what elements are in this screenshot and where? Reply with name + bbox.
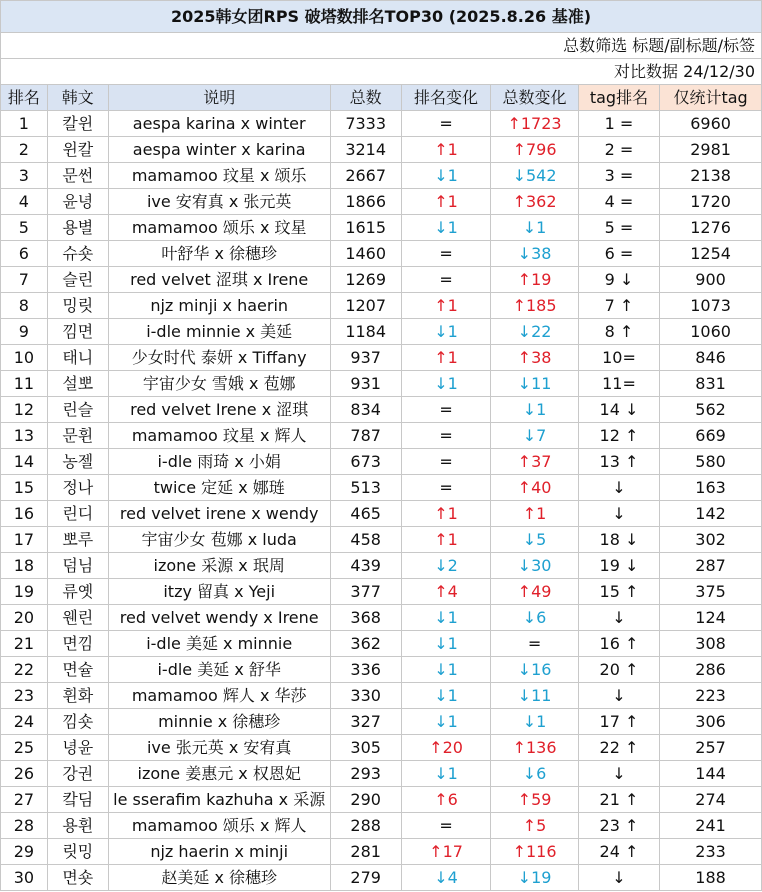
compare-note-row <box>1 59 762 85</box>
header-korean: 韩文 <box>47 85 108 111</box>
cell-rank-change: ↑4 <box>401 579 491 605</box>
cell-rank-change: ↑1 <box>401 293 491 319</box>
cell-rank: 23 <box>1 683 48 709</box>
cell-total: 1460 <box>330 241 401 267</box>
cell-tag-only: 1060 <box>660 319 762 345</box>
table-row <box>1 267 762 293</box>
cell-tag-rank: ↓ <box>578 501 659 527</box>
cell-total: 458 <box>330 527 401 553</box>
cell-rank-change: ↑1 <box>401 345 491 371</box>
cell-korean: 문썬 <box>47 163 108 189</box>
table-row <box>1 189 762 215</box>
cell-description: i-dle 雨琦 x 小娟 <box>108 449 330 475</box>
cell-rank: 11 <box>1 371 48 397</box>
table-row <box>1 371 762 397</box>
cell-description: 叶舒华 x 徐穗珍 <box>108 241 330 267</box>
cell-rank-change: = <box>401 241 491 267</box>
table-row <box>1 397 762 423</box>
table-row <box>1 657 762 683</box>
cell-rank-change: ↑17 <box>401 839 491 865</box>
cell-korean: 정나 <box>47 475 108 501</box>
cell-tag-only: 142 <box>660 501 762 527</box>
cell-total-change: ↓6 <box>491 761 578 787</box>
cell-total: 336 <box>330 657 401 683</box>
cell-tag-rank: 21 ↑ <box>578 787 659 813</box>
cell-rank: 3 <box>1 163 48 189</box>
cell-description: aespa karina x winter <box>108 111 330 137</box>
table-row <box>1 605 762 631</box>
cell-korean: 용별 <box>47 215 108 241</box>
cell-total-change: ↓1 <box>491 215 578 241</box>
cell-total-change: ↓7 <box>491 423 578 449</box>
cell-rank: 30 <box>1 865 48 891</box>
cell-tag-only: 241 <box>660 813 762 839</box>
cell-tag-rank: 20 ↑ <box>578 657 659 683</box>
cell-rank: 19 <box>1 579 48 605</box>
cell-tag-rank: 10= <box>578 345 659 371</box>
cell-tag-rank: ↓ <box>578 865 659 891</box>
cell-total-change: ↑796 <box>491 137 578 163</box>
cell-total: 377 <box>330 579 401 605</box>
filter-note-row <box>1 33 762 59</box>
cell-korean: 슬린 <box>47 267 108 293</box>
cell-total-change: ↑49 <box>491 579 578 605</box>
cell-rank: 28 <box>1 813 48 839</box>
cell-total: 834 <box>330 397 401 423</box>
cell-description: mamamoo 玟星 x 辉人 <box>108 423 330 449</box>
cell-rank-change: ↑20 <box>401 735 491 761</box>
cell-korean: 설뽀 <box>47 371 108 397</box>
cell-tag-rank: 18 ↓ <box>578 527 659 553</box>
cell-rank: 15 <box>1 475 48 501</box>
cell-total: 3214 <box>330 137 401 163</box>
table-row <box>1 137 762 163</box>
cell-tag-only: 287 <box>660 553 762 579</box>
cell-total: 937 <box>330 345 401 371</box>
cell-rank: 16 <box>1 501 48 527</box>
cell-korean: 태니 <box>47 345 108 371</box>
cell-tag-only: 6960 <box>660 111 762 137</box>
cell-rank: 22 <box>1 657 48 683</box>
header-rank-change: 排名变化 <box>401 85 491 111</box>
cell-rank: 5 <box>1 215 48 241</box>
cell-total-change: ↑116 <box>491 839 578 865</box>
table-row <box>1 735 762 761</box>
cell-rank-change: = <box>401 267 491 293</box>
cell-korean: 린디 <box>47 501 108 527</box>
cell-rank: 6 <box>1 241 48 267</box>
table-row <box>1 501 762 527</box>
cell-total-change: ↑136 <box>491 735 578 761</box>
header-tag-only: 仅统计tag <box>660 85 762 111</box>
cell-total: 1866 <box>330 189 401 215</box>
cell-rank-change: = <box>401 449 491 475</box>
cell-tag-rank: 14 ↓ <box>578 397 659 423</box>
cell-korean: 면슐 <box>47 657 108 683</box>
cell-description: ive 张元英 x 安宥真 <box>108 735 330 761</box>
cell-total: 290 <box>330 787 401 813</box>
cell-total-change: ↑38 <box>491 345 578 371</box>
cell-total-change: ↓16 <box>491 657 578 683</box>
cell-tag-rank: 5 = <box>578 215 659 241</box>
cell-tag-only: 375 <box>660 579 762 605</box>
cell-total: 1184 <box>330 319 401 345</box>
cell-rank-change: = <box>401 111 491 137</box>
cell-korean: 낌숏 <box>47 709 108 735</box>
cell-total-change: ↑362 <box>491 189 578 215</box>
table-row <box>1 839 762 865</box>
table-row <box>1 293 762 319</box>
cell-tag-only: 846 <box>660 345 762 371</box>
cell-description: red velvet 涩琪 x Irene <box>108 267 330 293</box>
cell-tag-rank: 13 ↑ <box>578 449 659 475</box>
cell-tag-only: 1276 <box>660 215 762 241</box>
cell-korean: 윤녕 <box>47 189 108 215</box>
cell-description: aespa winter x karina <box>108 137 330 163</box>
cell-description: red velvet Irene x 涩琪 <box>108 397 330 423</box>
cell-total: 7333 <box>330 111 401 137</box>
cell-total: 281 <box>330 839 401 865</box>
cell-korean: 슈숏 <box>47 241 108 267</box>
cell-total-change: ↑1 <box>491 501 578 527</box>
cell-description: mamamoo 颂乐 x 玟星 <box>108 215 330 241</box>
cell-korean: 밍릿 <box>47 293 108 319</box>
cell-tag-rank: 4 = <box>578 189 659 215</box>
cell-rank: 2 <box>1 137 48 163</box>
table-row <box>1 813 762 839</box>
cell-tag-only: 274 <box>660 787 762 813</box>
cell-total-change: ↓38 <box>491 241 578 267</box>
cell-rank-change: ↑6 <box>401 787 491 813</box>
table-row <box>1 683 762 709</box>
table-row <box>1 709 762 735</box>
cell-korean: 강권 <box>47 761 108 787</box>
cell-tag-only: 308 <box>660 631 762 657</box>
cell-korean: 덤님 <box>47 553 108 579</box>
header-rank: 排名 <box>1 85 48 111</box>
cell-tag-only: 580 <box>660 449 762 475</box>
cell-tag-rank: 6 = <box>578 241 659 267</box>
cell-total-change: ↓19 <box>491 865 578 891</box>
cell-description: twice 定延 x 娜琏 <box>108 475 330 501</box>
cell-total: 513 <box>330 475 401 501</box>
cell-description: i-dle 美延 x minnie <box>108 631 330 657</box>
cell-rank: 17 <box>1 527 48 553</box>
cell-rank: 26 <box>1 761 48 787</box>
cell-rank: 14 <box>1 449 48 475</box>
cell-tag-rank: 19 ↓ <box>578 553 659 579</box>
cell-tag-rank: 9 ↓ <box>578 267 659 293</box>
cell-korean: 문휜 <box>47 423 108 449</box>
cell-total-change: ↑1723 <box>491 111 578 137</box>
cell-rank: 7 <box>1 267 48 293</box>
cell-tag-only: 188 <box>660 865 762 891</box>
table-row <box>1 111 762 137</box>
cell-total: 931 <box>330 371 401 397</box>
table-row <box>1 215 762 241</box>
cell-tag-only: 2138 <box>660 163 762 189</box>
cell-total-change: ↓1 <box>491 709 578 735</box>
cell-tag-rank: 24 ↑ <box>578 839 659 865</box>
cell-total-change: ↑19 <box>491 267 578 293</box>
cell-rank: 18 <box>1 553 48 579</box>
table-row <box>1 423 762 449</box>
cell-total: 1207 <box>330 293 401 319</box>
cell-total-change: = <box>491 631 578 657</box>
cell-description: red velvet irene x wendy <box>108 501 330 527</box>
cell-tag-rank: 22 ↑ <box>578 735 659 761</box>
cell-total-change: ↓11 <box>491 683 578 709</box>
cell-tag-only: 1720 <box>660 189 762 215</box>
table-row <box>1 345 762 371</box>
cell-tag-rank: 12 ↑ <box>578 423 659 449</box>
cell-total: 787 <box>330 423 401 449</box>
table-row <box>1 579 762 605</box>
table-row <box>1 163 762 189</box>
table-row <box>1 475 762 501</box>
cell-total: 439 <box>330 553 401 579</box>
cell-total-change: ↓30 <box>491 553 578 579</box>
cell-description: izone 采源 x 珉周 <box>108 553 330 579</box>
cell-tag-rank: 11= <box>578 371 659 397</box>
cell-korean: 뽀루 <box>47 527 108 553</box>
cell-total: 1615 <box>330 215 401 241</box>
cell-rank-change: ↑1 <box>401 137 491 163</box>
cell-description: itzy 留真 x Yeji <box>108 579 330 605</box>
cell-total: 673 <box>330 449 401 475</box>
cell-rank: 24 <box>1 709 48 735</box>
cell-rank-change: ↓1 <box>401 761 491 787</box>
cell-description: njz haerin x minji <box>108 839 330 865</box>
header-total-change: 总数变化 <box>491 85 578 111</box>
cell-total-change: ↑5 <box>491 813 578 839</box>
cell-total-change: ↓5 <box>491 527 578 553</box>
cell-description: 少女时代 泰妍 x Tiffany <box>108 345 330 371</box>
cell-description: 赵美延 x 徐穗珍 <box>108 865 330 891</box>
cell-total-change: ↓542 <box>491 163 578 189</box>
cell-tag-rank: 1 = <box>578 111 659 137</box>
table-row <box>1 865 762 891</box>
cell-korean: 휜화 <box>47 683 108 709</box>
cell-tag-rank: 17 ↑ <box>578 709 659 735</box>
cell-tag-rank: 2 = <box>578 137 659 163</box>
cell-korean: 린슬 <box>47 397 108 423</box>
cell-tag-only: 233 <box>660 839 762 865</box>
cell-korean: 낌면 <box>47 319 108 345</box>
cell-rank: 25 <box>1 735 48 761</box>
cell-total-change: ↓11 <box>491 371 578 397</box>
cell-tag-only: 163 <box>660 475 762 501</box>
cell-tag-rank: ↓ <box>578 475 659 501</box>
table-row <box>1 319 762 345</box>
cell-total-change: ↑40 <box>491 475 578 501</box>
cell-rank-change: ↓1 <box>401 657 491 683</box>
table-row <box>1 527 762 553</box>
cell-rank: 1 <box>1 111 48 137</box>
cell-tag-only: 2981 <box>660 137 762 163</box>
cell-total: 305 <box>330 735 401 761</box>
header-total: 总数 <box>330 85 401 111</box>
cell-total: 368 <box>330 605 401 631</box>
table-row <box>1 631 762 657</box>
cell-rank: 27 <box>1 787 48 813</box>
cell-korean: 녕윤 <box>47 735 108 761</box>
cell-tag-only: 124 <box>660 605 762 631</box>
cell-rank-change: ↓1 <box>401 683 491 709</box>
cell-total-change: ↓22 <box>491 319 578 345</box>
cell-tag-rank: ↓ <box>578 683 659 709</box>
cell-total-change: ↑37 <box>491 449 578 475</box>
cell-description: mamamoo 辉人 x 华莎 <box>108 683 330 709</box>
cell-total: 1269 <box>330 267 401 293</box>
cell-description: mamamoo 玟星 x 颂乐 <box>108 163 330 189</box>
cell-korean: 면숏 <box>47 865 108 891</box>
cell-total: 2667 <box>330 163 401 189</box>
cell-korean: 칼윈 <box>47 111 108 137</box>
cell-korean: 윈칼 <box>47 137 108 163</box>
cell-korean: 캌딤 <box>47 787 108 813</box>
cell-description: le sserafim kazhuha x 采源 <box>108 787 330 813</box>
cell-description: i-dle 美延 x 舒华 <box>108 657 330 683</box>
table-row <box>1 241 762 267</box>
cell-tag-only: 286 <box>660 657 762 683</box>
cell-korean: 농젤 <box>47 449 108 475</box>
cell-tag-only: 1254 <box>660 241 762 267</box>
table-row <box>1 553 762 579</box>
cell-rank-change: ↑1 <box>401 527 491 553</box>
cell-rank-change: ↓1 <box>401 319 491 345</box>
table-row <box>1 761 762 787</box>
cell-total: 362 <box>330 631 401 657</box>
compare-note: 对比数据 24/12/30 <box>1 59 762 85</box>
cell-description: njz minji x haerin <box>108 293 330 319</box>
cell-tag-only: 669 <box>660 423 762 449</box>
cell-rank-change: ↓1 <box>401 605 491 631</box>
cell-rank-change: ↓1 <box>401 709 491 735</box>
cell-total: 330 <box>330 683 401 709</box>
table-row <box>1 449 762 475</box>
cell-tag-rank: 15 ↑ <box>578 579 659 605</box>
filter-note: 总数筛选 标题/副标题/标签 <box>1 33 762 59</box>
cell-total: 279 <box>330 865 401 891</box>
cell-tag-rank: 3 = <box>578 163 659 189</box>
cell-total: 293 <box>330 761 401 787</box>
cell-rank: 4 <box>1 189 48 215</box>
cell-rank-change: ↑1 <box>401 189 491 215</box>
cell-rank-change: ↓4 <box>401 865 491 891</box>
cell-tag-only: 562 <box>660 397 762 423</box>
cell-total-change: ↓6 <box>491 605 578 631</box>
cell-rank: 29 <box>1 839 48 865</box>
cell-rank: 10 <box>1 345 48 371</box>
cell-total: 465 <box>330 501 401 527</box>
cell-rank-change: ↓1 <box>401 215 491 241</box>
cell-rank: 13 <box>1 423 48 449</box>
cell-description: red velvet wendy x Irene <box>108 605 330 631</box>
cell-tag-rank: 7 ↑ <box>578 293 659 319</box>
cell-korean: 웬린 <box>47 605 108 631</box>
cell-rank-change: = <box>401 475 491 501</box>
cell-description: i-dle minnie x 美延 <box>108 319 330 345</box>
cell-total-change: ↑185 <box>491 293 578 319</box>
cell-tag-rank: ↓ <box>578 605 659 631</box>
header-description: 说明 <box>108 85 330 111</box>
cell-description: izone 姜惠元 x 权恩妃 <box>108 761 330 787</box>
cell-rank: 20 <box>1 605 48 631</box>
cell-description: ive 安宥真 x 张元英 <box>108 189 330 215</box>
cell-rank: 21 <box>1 631 48 657</box>
cell-tag-only: 302 <box>660 527 762 553</box>
cell-korean: 류옛 <box>47 579 108 605</box>
cell-description: 宇宙少女 苞娜 x luda <box>108 527 330 553</box>
cell-rank-change: ↓1 <box>401 371 491 397</box>
cell-korean: 면낌 <box>47 631 108 657</box>
header-tag-rank: tag排名 <box>578 85 659 111</box>
cell-korean: 릿밍 <box>47 839 108 865</box>
cell-total: 327 <box>330 709 401 735</box>
cell-tag-rank: 16 ↑ <box>578 631 659 657</box>
cell-tag-only: 257 <box>660 735 762 761</box>
cell-tag-only: 900 <box>660 267 762 293</box>
cell-tag-only: 223 <box>660 683 762 709</box>
header-row <box>1 85 762 111</box>
cell-total: 288 <box>330 813 401 839</box>
cell-tag-only: 144 <box>660 761 762 787</box>
cell-description: 宇宙少女 雪娥 x 苞娜 <box>108 371 330 397</box>
cell-total-change: ↓1 <box>491 397 578 423</box>
cell-rank: 8 <box>1 293 48 319</box>
cell-rank-change: = <box>401 813 491 839</box>
cell-tag-rank: 23 ↑ <box>578 813 659 839</box>
cell-tag-rank: 8 ↑ <box>578 319 659 345</box>
cell-rank-change: ↑1 <box>401 501 491 527</box>
cell-description: mamamoo 颂乐 x 辉人 <box>108 813 330 839</box>
cell-tag-rank: ↓ <box>578 761 659 787</box>
cell-tag-only: 306 <box>660 709 762 735</box>
cell-rank-change: ↓1 <box>401 631 491 657</box>
cell-total-change: ↑59 <box>491 787 578 813</box>
cell-rank: 9 <box>1 319 48 345</box>
page-title: 2025韩女团RPS 破塔数排名TOP30 (2025.8.26 基准) <box>1 1 762 33</box>
cell-tag-only: 831 <box>660 371 762 397</box>
title-row <box>1 1 762 33</box>
cell-rank-change: ↓2 <box>401 553 491 579</box>
cell-korean: 용휜 <box>47 813 108 839</box>
cell-description: minnie x 徐穗珍 <box>108 709 330 735</box>
cell-rank-change: = <box>401 397 491 423</box>
cell-tag-only: 1073 <box>660 293 762 319</box>
table-row <box>1 787 762 813</box>
cell-rank: 12 <box>1 397 48 423</box>
cell-rank-change: ↓1 <box>401 163 491 189</box>
cell-rank-change: = <box>401 423 491 449</box>
